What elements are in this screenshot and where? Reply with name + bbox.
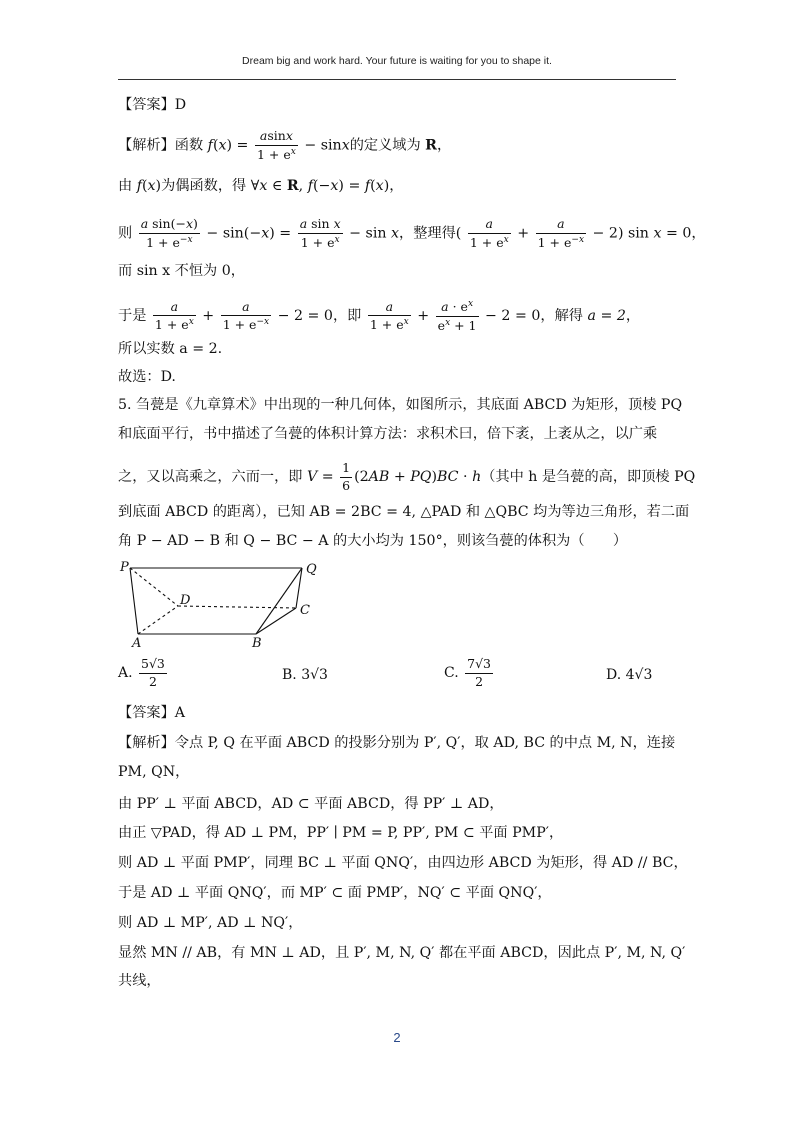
option-letter: D. (606, 667, 622, 683)
label-P: P (120, 560, 129, 575)
option-letter: C. (444, 665, 459, 681)
q5-line-2: 和底面平行，书中描述了刍甍的体积计算方法：求积术曰，倍下袤，上袤从之，以广乘 (118, 426, 658, 442)
q5-solution-line-9: 共线， (118, 973, 161, 989)
prev-analysis-line-6: 所以实数 a = 2. (118, 341, 223, 357)
text: ， (389, 178, 404, 194)
text: a = 2 (587, 308, 626, 325)
text: 由 (118, 178, 133, 194)
q5-line-3: 之，又以高乘之，六而一，即 V = $\frac{1}{6}$ (2AB + PQ)BC · h（其中 h 是刍甍的高，即顶棱 PQ (118, 460, 696, 493)
text: ，解得 (540, 308, 583, 325)
option-den: 2 (475, 673, 484, 689)
q5-line-1: 5. 刍甍是《九章算术》中出现的一种几何体，如图所示，其底面 ABCD 为矩形，顶棱 PQ (118, 397, 683, 413)
prev-analysis-line-7: 故选：D. (118, 369, 176, 385)
label-B: B (252, 636, 262, 650)
text: 之，又以高乘之，六而一，即 (118, 469, 303, 485)
q5-solution-line-3: 由 PP′ ⊥ 平面 ABCD，AD ⊂ 平面 ABCD，得 PP′ ⊥ AD， (118, 796, 504, 812)
edge-PD (130, 568, 178, 606)
text: 的定义域为 (349, 137, 421, 154)
header-divider (118, 79, 676, 80)
label-C: C (300, 603, 310, 618)
chumeng-figure (118, 558, 328, 650)
q5-solution-line-6: 于是 AD ⊥ 平面 QNQ′，而 MP′ ⊂ 面 PMP′，NQ′ ⊂ 平面 QNQ′， (118, 885, 552, 901)
edge-PA (130, 568, 138, 634)
text: ，即 (332, 308, 362, 325)
page-header-motto: Dream big and work hard. Your future is waiting for you to shape it. (242, 55, 552, 67)
text: 为偶函数，得 (161, 178, 247, 194)
q5-solution-line-8: 显然 MN // AB，有 MN ⊥ AD，且 P′, M, N, Q′ 都在平面 ABCD，因此点 P′, M, N, Q′ (118, 945, 686, 961)
text: ， (625, 308, 641, 325)
edge-BC (256, 608, 296, 634)
q5-solution-line-7: 则 AD ⊥ MP′, AD ⊥ NQ′， (118, 915, 303, 931)
prev-analysis-line-5: 于是 $\frac{a}{1 + e^x}$ + $\frac{a}{1 + e^{-x}}$ − 2 = 0，即 $\frac{a}{1 + e^x}$ + $\frac{a \cdot e^x}{e^x + 1}$ − 2 = 0，解得 a = 2， (118, 298, 641, 333)
edge-AD (138, 606, 178, 634)
domain-R: R (425, 137, 437, 154)
prev-analysis-line-3: 则 $\frac{\text{a sin(−x)}}{1 + e^{-x}}$ − sin(−x) = $\frac{\text{a sin x}}{1 + e^x}$ − sin x，整理得( $\frac{a}{1 + e^x}$ + $\frac{a}{1 + e^{-x}}$ − 2) sin x = 0， (118, 216, 706, 250)
q5-answer: 【答案】A (118, 705, 185, 721)
option-a (118, 658, 169, 688)
fraction: $\frac{asinx}{1 + e^x}$ (256, 128, 296, 162)
option-b (282, 667, 328, 683)
q5-solution-line-5: 则 AD ⊥ 平面 PMP′，同理 BC ⊥ 平面 QNQ′，由四边形 ABCD 为矩形，得 AD // BC， (118, 855, 688, 871)
option-text: 4√3 (625, 667, 653, 683)
option-num: 5√3 (139, 658, 167, 674)
text: ， (691, 225, 706, 242)
option-letter: B. (282, 667, 297, 683)
label-D: D (180, 593, 191, 608)
page-number: 2 (393, 1030, 401, 1045)
q5-line-4: 到底面 ABCD 的距离），已知 AB = 2BC = 4, △PAD 和 △QBC 均为等边三角形，若二面 (118, 504, 690, 520)
text: （其中 h 是刍甍的高，即顶棱 PQ (481, 469, 696, 485)
q5-solution-line-4: 由正 ▽PAD，得 AD ⊥ PM，PP′ ∣ PM = P, PP′, PM ⊂ 平面 PMP′， (118, 825, 564, 841)
text: 于是 (118, 308, 147, 325)
option-letter: A. (118, 665, 133, 681)
q5-solution-line-1: 【解析】令点 P, Q 在平面 ABCD 的投影分别为 P′, Q′，取 AD, BC 的中点 M, N，连接 (118, 735, 676, 751)
option-text: 3√3 (301, 667, 328, 683)
text: 函数 (174, 137, 204, 154)
text: ，整理得 (399, 225, 456, 242)
text: ， (436, 137, 452, 154)
q5-line-5: 角 P − AD − B 和 Q − BC − A 的大小均为 150°，则该刍甍的体积为（ ） (118, 533, 628, 549)
prev-analysis-line-4: 而 sin x 不恒为 0， (118, 263, 245, 279)
label-A: A (132, 636, 142, 650)
label-Q: Q (306, 562, 317, 577)
prev-analysis-line-1: 【解析】函数 f(x) = $\frac{asinx}{1 + e^x}$ − sinx的定义域为 R， (118, 128, 452, 162)
option-den: 2 (148, 673, 157, 689)
text: 则 (118, 225, 133, 242)
option-num: 7√3 (465, 658, 493, 674)
edge-DC (178, 606, 296, 608)
edge-CQ (296, 568, 302, 608)
q5-solution-line-2: PM, QN， (118, 764, 190, 780)
option-d (606, 667, 652, 683)
edge-BQ (256, 568, 302, 634)
prev-analysis-line-2: 由 f(x)为偶函数，得 ∀x ∈ R, f(−x) = f(x)， (118, 178, 404, 194)
option-c (444, 658, 495, 688)
prev-answer: 【答案】D (118, 97, 187, 113)
analysis-label: 【解析】 (118, 137, 175, 154)
